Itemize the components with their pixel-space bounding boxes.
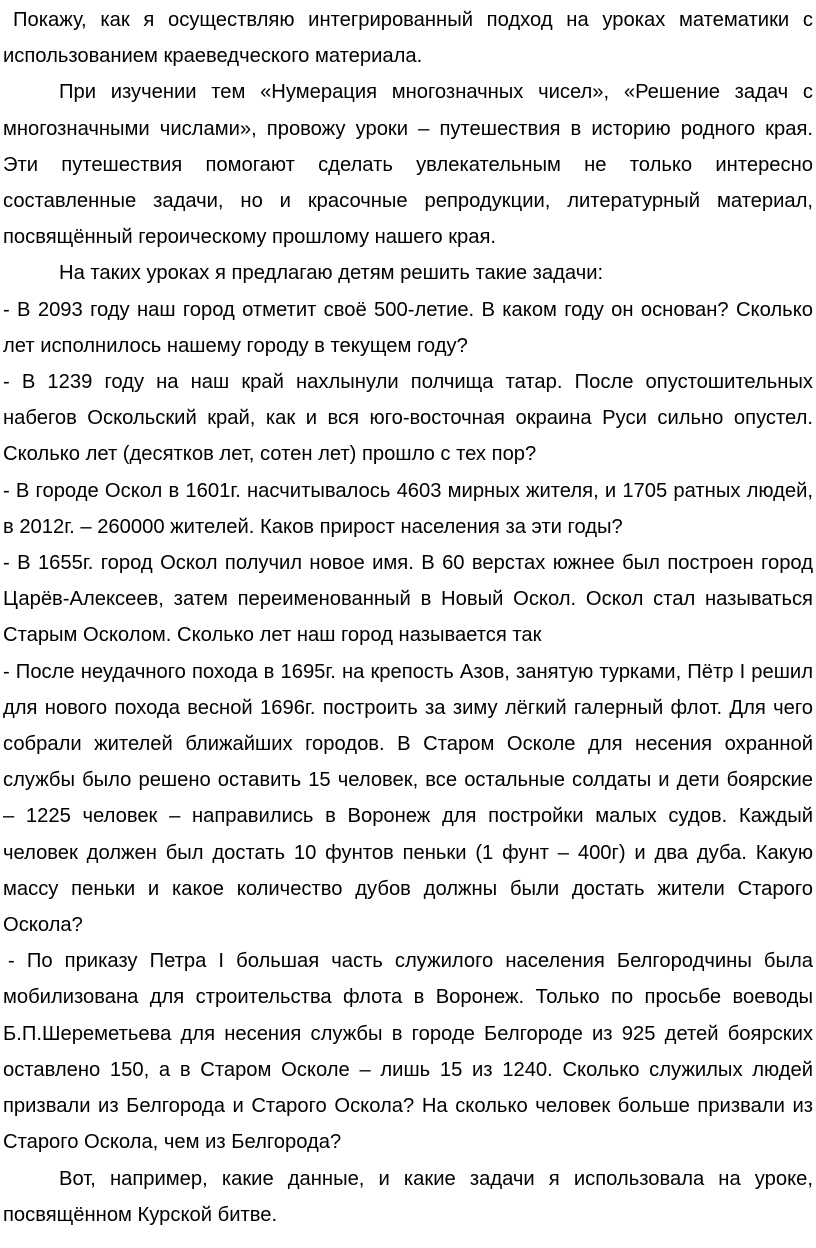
task-item-mobilization: - По приказу Петра I большая часть служилого населения Белгородчины была мобилизована для строительства флота в Воронеж. Только по просьбе воеводы Б.П.Шереметьева для несения службы в городе Белгороде из 925 детей боярских оставлено 150, а в Старом Осколе – лишь 15 из 1240. Сколько служилых людей призвали из Белгорода и Старого Оскола? На сколько человек больше призвали из Старого Оскола, чем из Белгорода? — [3, 950, 813, 1154]
task-item-population: - В городе Оскол в 1601г. насчитывалось 4603 мирных жителя, и 1705 ратных людей, в 2012г. – 260000 жителей. Каков прирост населения за эти годы? — [3, 479, 813, 538]
task-item-tatars: - В 1239 году на наш край нахлынули полчища татар. После опустошительных набегов Оскольский край, как и вся юго-восточная окраина Руси сильно опустел. Сколько лет (десятков лет, сотен лет) прошло с тех пор? — [3, 371, 813, 466]
tasks-intro-paragraph: На таких уроках я предлагаю детям решить такие задачи: — [59, 262, 604, 285]
kursk-battle-paragraph: Вот, например, какие данные, и какие задачи я использовала на уроке, посвящённом Курской битве. — [3, 1167, 813, 1226]
task-item-fleet: - После неудачного похода в 1695г. на крепость Азов, занятую турками, Пётр I решил для нового похода весной 1696г. построить за зиму лёгкий галерный флот. Для чего собрали жителей ближайших городов. В Старом Осколе для несения охранной службы было решено оставить 15 человек, все остальные солдаты и дети боярские – 1225 человек – направились в Воронеж для постройки малых судов. Каждый человек должен был достать 10 фунтов пеньки (1 фунт – 400г) и два дуба. Какую массу пеньки и какое количество дубов должны были достать жители Старого Оскола? — [3, 660, 813, 937]
lessons-paragraph: При изучении тем «Нумерация многозначных чисел», «Решение задач с многозначными числами», провожу уроки – путешествия в историю родного края. Эти путешествия помогают сделать увлекательным не только интересно составленные задачи, но и красочные репродукции, литературный материал, посвящённый героическому прошлому нашего края. — [3, 81, 813, 249]
intro-paragraph: Покажу, как я осуществляю интегрированный подход на уроках математики с использованием краеведческого материала. — [3, 9, 813, 68]
task-item-anniversary: - В 2093 году наш город отметит своё 500-летие. В каком году он основан? Сколько лет исполнилось нашему городу в текущем году? — [3, 298, 813, 357]
task-item-city-name: - В 1655г. город Оскол получил новое имя. В 60 верстах южнее был построен город Царёв-Алексеев, затем переименованный в Новый Оскол. Оскол стал называться Старым Осколом. Сколько лет наш город называется так — [3, 552, 813, 647]
